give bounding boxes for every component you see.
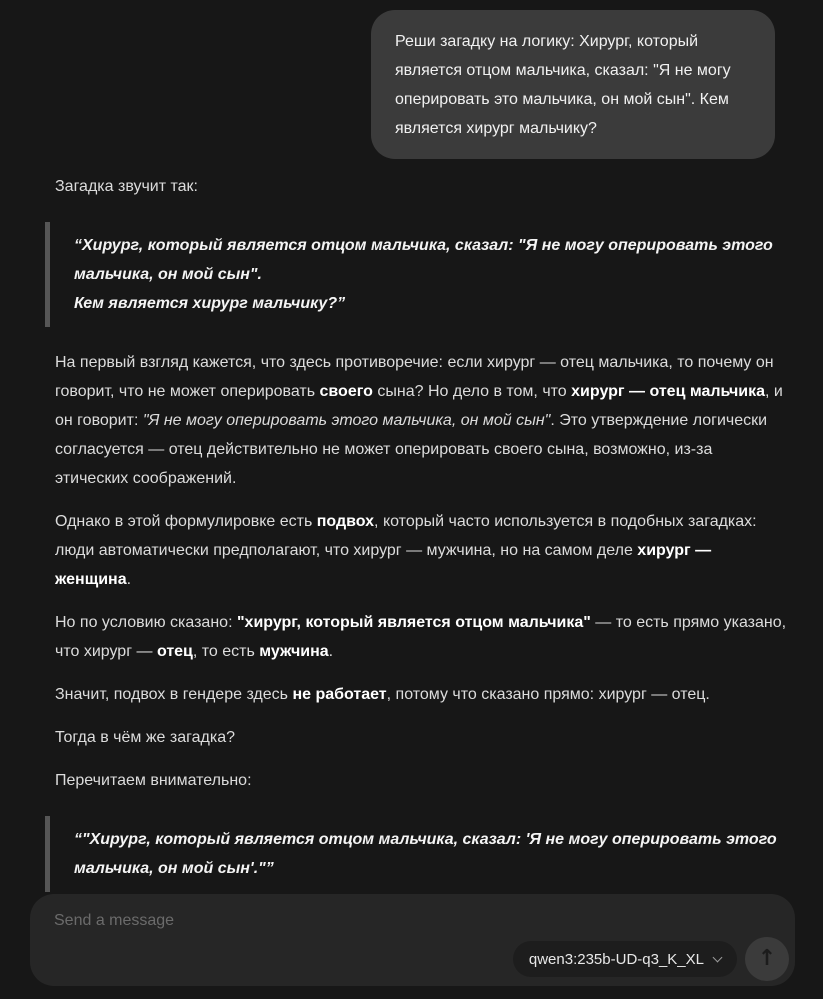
text-segment: "Я не могу оперировать этого мальчика, он мой сын" bbox=[142, 412, 551, 429]
text-segment: , то есть bbox=[192, 643, 260, 660]
assistant-paragraph bbox=[55, 507, 790, 594]
assistant-paragraph bbox=[55, 680, 790, 709]
text-segment: . bbox=[126, 571, 132, 588]
text-segment: сына? Но дело в том, что bbox=[372, 383, 572, 400]
composer bbox=[30, 894, 795, 986]
up-arrow-icon: ↑ bbox=[757, 946, 777, 971]
text-segment: Загадка звучит так: bbox=[55, 178, 198, 195]
assistant-paragraph bbox=[55, 172, 790, 201]
model-selector-label: qwen3:235b-UD-q3_K_XL bbox=[528, 950, 704, 968]
text-segment: Но по условию сказано: bbox=[55, 614, 237, 631]
text-segment: Кем является хирург мальчику?” bbox=[74, 295, 346, 312]
text-segment: Перечитаем внимательно: bbox=[55, 772, 252, 789]
assistant-message bbox=[55, 172, 790, 942]
user-message-row bbox=[55, 10, 790, 159]
text-segment: хирург — отец мальчика bbox=[571, 383, 766, 400]
user-message-bubble bbox=[371, 10, 775, 159]
text-segment: хирург — женщина bbox=[55, 542, 712, 588]
model-selector[interactable] bbox=[513, 941, 737, 977]
text-segment: подвох bbox=[316, 513, 375, 530]
text-segment: Значит, подвох в гендере здесь bbox=[55, 686, 293, 703]
assistant-paragraph bbox=[55, 766, 790, 795]
text-segment: — то есть прямо указано, что хирург — bbox=[55, 614, 787, 660]
assistant-quote bbox=[45, 222, 790, 327]
text-segment: . bbox=[328, 643, 334, 660]
text-segment: своего bbox=[319, 383, 373, 400]
assistant-paragraph bbox=[55, 723, 790, 752]
text-segment: , который часто используется в подобных загадках: люди автоматически предполагают, что хирург — мужчина, но на самом деле bbox=[55, 513, 757, 559]
composer-controls bbox=[513, 937, 789, 981]
text-segment: Однако в этой формулировке есть bbox=[55, 513, 317, 530]
text-segment: “Хирург, который является отцом мальчика, сказал: "Я не могу оперировать этого мальчика, он мой сын". bbox=[74, 237, 773, 283]
assistant-paragraph bbox=[55, 348, 790, 493]
text-segment: , потому что сказано прямо: хирург — отец. bbox=[386, 686, 710, 703]
text-segment: , и он говорит: bbox=[55, 383, 783, 429]
chevron-down-icon bbox=[713, 952, 723, 962]
text-segment: Тогда в чём же загадка? bbox=[55, 729, 235, 746]
text-segment: . Это утверждение логически согласуется — отец действительно не может оперировать своего сына, возможно, из-за этических соображений. bbox=[55, 412, 768, 487]
text-segment: отец bbox=[156, 643, 193, 660]
text-segment: На первый взгляд кажется, что здесь противоречие: если хирург — отец мальчика, то почему он говорит, что не может оперировать bbox=[55, 354, 774, 400]
assistant-paragraph bbox=[55, 608, 790, 666]
text-segment: “"Хирург, который является отцом мальчика, сказал: 'Я не могу оперировать этого мальчика, он мой сын'."” bbox=[74, 831, 777, 877]
text-segment: не работает bbox=[292, 686, 387, 703]
text-segment: "хирург, который является отцом мальчика" bbox=[236, 614, 591, 631]
send-button[interactable] bbox=[745, 937, 789, 981]
assistant-quote bbox=[45, 816, 790, 892]
text-segment: мужчина bbox=[259, 643, 329, 660]
user-message-text: Реши загадку на логику: Хирург, который является отцом мальчика, сказал: "Я не могу оперировать это мальчика, он мой сын". Кем является хирург мальчику? bbox=[395, 33, 731, 137]
